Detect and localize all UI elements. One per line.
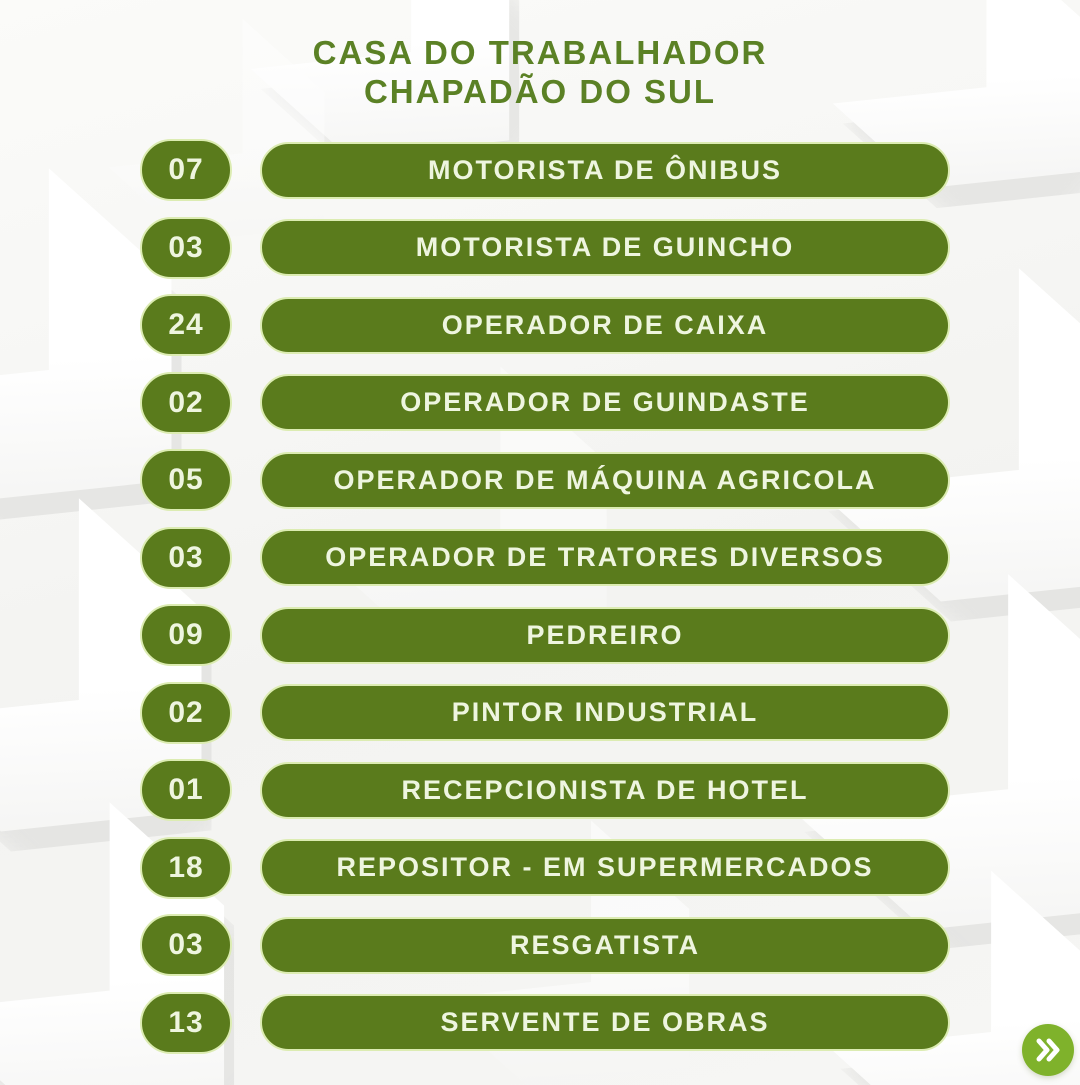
job-count: 18: [168, 850, 204, 884]
job-row: [140, 992, 950, 1054]
job-row: [140, 682, 950, 744]
job-row: [140, 914, 950, 976]
job-title-bar: [260, 762, 950, 819]
job-row: [140, 527, 950, 589]
job-title: OPERADOR DE MÁQUINA AGRICOLA: [333, 464, 877, 495]
job-row: [140, 604, 950, 666]
job-list: [140, 139, 950, 1054]
job-title: MOTORISTA DE ÔNIBUS: [427, 154, 782, 185]
job-title: OPERADOR DE TRATORES DIVERSOS: [325, 542, 885, 572]
job-count-badge: [140, 759, 232, 821]
job-count-badge: [140, 914, 232, 976]
job-count: 09: [168, 618, 204, 651]
job-title: OPERADOR DE GUINDASTE: [400, 387, 810, 417]
job-title: PINTOR INDUSTRIAL: [451, 697, 759, 727]
double-chevron-right-icon: [1033, 1036, 1063, 1064]
job-count: 02: [168, 695, 204, 729]
job-title-bar: [260, 529, 950, 586]
job-count: 01: [168, 773, 204, 806]
page-title: [0, 34, 1080, 112]
job-count: 07: [168, 153, 204, 186]
job-count: 05: [168, 463, 204, 496]
job-title: RESGATISTA: [509, 929, 700, 960]
job-title-bar: [260, 452, 950, 509]
job-row: [140, 294, 950, 356]
job-count: 03: [168, 928, 204, 961]
job-row: [140, 372, 950, 434]
job-count-badge: [140, 449, 232, 511]
job-title-bar: [260, 994, 950, 1051]
header: [0, 34, 1080, 112]
job-title: MOTORISTA DE GUINCHO: [415, 232, 795, 262]
job-count: 24: [168, 308, 204, 341]
job-title: RECEPCIONISTA DE HOTEL: [401, 774, 809, 805]
job-count-badge: [140, 139, 232, 201]
job-title: OPERADOR DE CAIXA: [441, 309, 769, 340]
job-count-badge: [140, 372, 232, 434]
job-count: 02: [168, 385, 204, 419]
job-count-badge: [140, 294, 232, 356]
job-title-bar: [260, 374, 950, 431]
job-row: [140, 759, 950, 821]
job-count-badge: [140, 527, 232, 589]
job-count-badge: [140, 604, 232, 666]
job-row: [140, 837, 950, 899]
job-title-bar: [260, 297, 950, 354]
title-line-2: CHAPADÃO DO SUL: [363, 72, 717, 110]
next-button[interactable]: [1022, 1024, 1074, 1076]
job-count-badge: [140, 682, 232, 744]
job-count: 13: [168, 1005, 204, 1039]
job-count: 03: [168, 230, 204, 264]
job-row: [140, 217, 950, 279]
job-row: [140, 139, 950, 201]
job-title-bar: [260, 607, 950, 664]
job-count: 03: [168, 540, 204, 574]
job-row: [140, 449, 950, 511]
job-title-bar: [260, 839, 950, 896]
job-title-bar: [260, 684, 950, 741]
job-count-badge: [140, 837, 232, 899]
title-line-1: CASA DO TRABALHADOR: [312, 34, 768, 71]
job-title-bar: [260, 142, 950, 199]
job-title: PEDREIRO: [526, 619, 684, 650]
job-title: REPOSITOR - EM SUPERMERCADOS: [336, 852, 874, 882]
job-title-bar: [260, 219, 950, 276]
job-title: SERVENTE DE OBRAS: [440, 1007, 770, 1037]
job-title-bar: [260, 917, 950, 974]
job-count-badge: [140, 217, 232, 279]
job-count-badge: [140, 992, 232, 1054]
